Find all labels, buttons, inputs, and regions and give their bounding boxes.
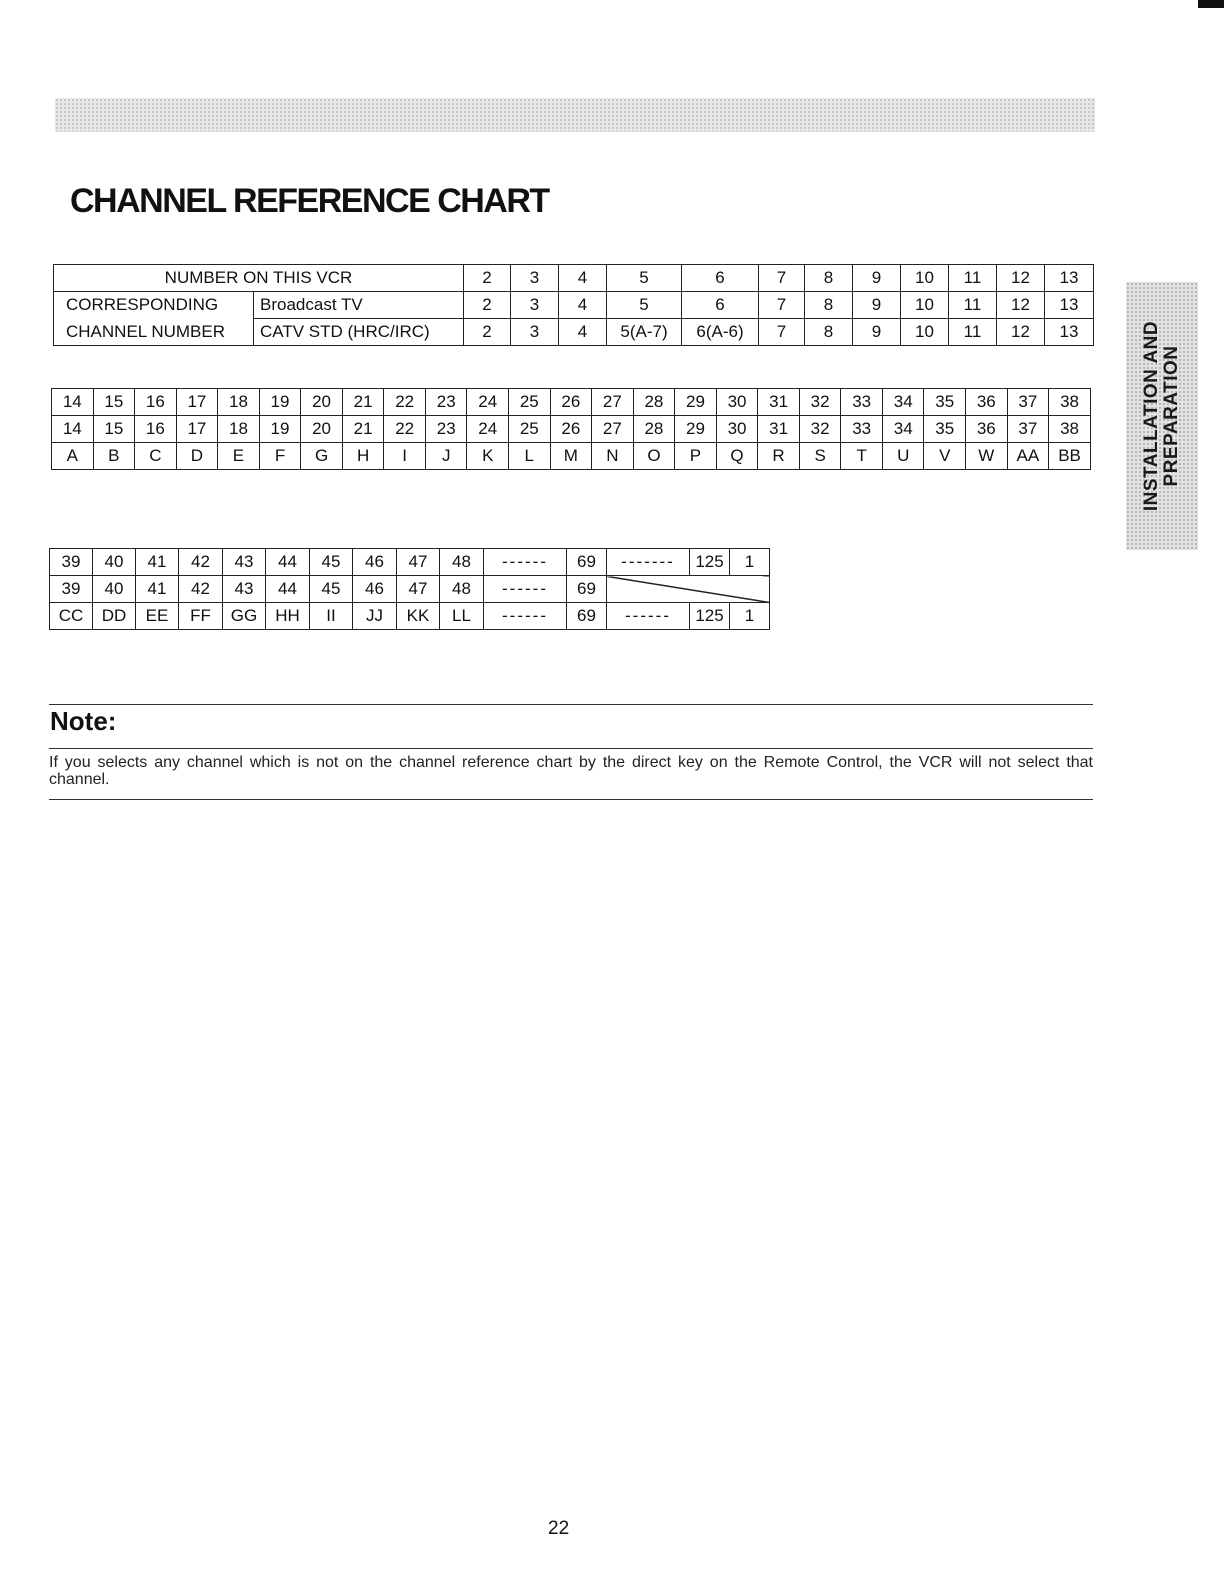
channel-cell: 23 [425,389,467,416]
channel-cell: 34 [882,389,924,416]
channel-cell: 38 [1049,389,1091,416]
catv-std-row [54,319,1094,346]
channel-cell: 9 [853,292,901,319]
channel-cell: 40 [93,549,136,576]
channel-cell: ------- [607,549,690,576]
channel-cell: 42 [179,549,223,576]
channel-cell: 29 [675,389,717,416]
channel-cell: 47 [397,576,440,603]
channel-cell: LL [440,603,484,630]
channel-cell: 35 [924,416,966,443]
channel-cell: II [310,603,353,630]
note-bottom-rule [49,799,1093,800]
header-band [55,98,1095,132]
channel-cell: 3 [511,319,559,346]
channel-cell: B [93,443,135,470]
channel-cell: 7 [759,319,805,346]
channel-cell: 20 [301,416,343,443]
channel-cell: F [259,443,301,470]
channel-cell: 17 [176,389,218,416]
page-title: CHANNEL REFERENCE CHART [70,182,549,220]
catv-std-row [50,603,770,630]
channel-cell: 36 [966,389,1008,416]
channel-cell: 1 [730,549,770,576]
channel-cell: 21 [342,416,384,443]
channel-cell: 12 [997,319,1045,346]
broadcast-tv-row [52,416,1091,443]
note-text: If you selects any channel which is not on the channel reference chart by the direct key on the Remote Control, the VCR will not select that channel. [49,754,1093,788]
channel-cell: 31 [758,389,800,416]
channel-number-label: CHANNEL NUMBER [54,319,254,346]
channel-cell: 28 [633,389,675,416]
corresponding-label: CORRESPONDING [54,292,254,319]
channel-cell: 26 [550,416,592,443]
note-heading: Note: [50,706,117,736]
channel-cell: 69 [567,576,607,603]
channel-cell: 3 [511,292,559,319]
channel-cell: ------ [484,603,567,630]
channel-cell: 43 [223,549,266,576]
channel-cell: 10 [901,319,949,346]
channel-cell: 45 [310,549,353,576]
channel-cell: KK [397,603,440,630]
channel-cell: 9 [853,265,901,292]
channel-cell: 37 [1007,416,1049,443]
channel-cell: 31 [758,416,800,443]
channel-cell: 6(A-6) [682,319,759,346]
channel-cell: 2 [464,265,511,292]
channel-cell: 8 [805,265,853,292]
channel-cell: BB [1049,443,1091,470]
channel-cell: 1 [730,603,770,630]
channel-cell: 125 [690,549,730,576]
channel-cell: 22 [384,389,426,416]
channel-cell: 24 [467,416,509,443]
channel-cell: 39 [50,549,93,576]
channel-cell: 9 [853,319,901,346]
channel-cell: 10 [901,265,949,292]
channel-cell: 48 [440,549,484,576]
channel-cell: W [966,443,1008,470]
channel-cell: 24 [467,389,509,416]
channel-cell: S [799,443,841,470]
channel-cell: 26 [550,389,592,416]
page-number: 22 [548,1518,570,1539]
channel-cell: 32 [799,389,841,416]
channel-cell: HH [266,603,310,630]
channel-cell: 27 [592,416,634,443]
channel-cell: 34 [882,416,924,443]
channel-cell: 19 [259,416,301,443]
channel-cell: Q [716,443,758,470]
channel-cell: 7 [759,265,805,292]
channel-cell: 7 [759,292,805,319]
channel-cell: 46 [353,576,397,603]
channel-cell: 28 [633,416,675,443]
channel-cell: H [342,443,384,470]
channel-cell: J [425,443,467,470]
channel-cell: 29 [675,416,717,443]
channel-cell: 36 [966,416,1008,443]
channel-cell: 27 [592,389,634,416]
channel-cell: G [301,443,343,470]
vcr-number-label: NUMBER ON THIS VCR [54,265,464,292]
channel-cell: O [633,443,675,470]
channel-cell: GG [223,603,266,630]
catv-std-label: CATV STD (HRC/IRC) [254,319,464,346]
channel-cell: M [550,443,592,470]
channel-cell: 3 [511,265,559,292]
vcr-number-row [54,265,1094,292]
channel-cell: 13 [1045,265,1094,292]
catv-std-row [52,443,1091,470]
broadcast-tv-row [54,292,1094,319]
channel-cell: EE [136,603,179,630]
channel-cell: 21 [342,389,384,416]
channel-cell: 46 [353,549,397,576]
channel-cell: 37 [1007,389,1049,416]
channel-cell: 20 [301,389,343,416]
channel-cell: C [135,443,177,470]
channel-cell: 6 [682,265,759,292]
channel-cell: 11 [949,292,997,319]
channel-cell: 30 [716,389,758,416]
channel-cell: 39 [50,576,93,603]
channel-cell: 8 [805,319,853,346]
corner-mark [1198,0,1224,8]
channel-cell: T [841,443,883,470]
channel-table-2 [51,388,1091,470]
channel-cell: 23 [425,416,467,443]
channel-cell: D [176,443,218,470]
channel-cell: 18 [218,389,260,416]
channel-cell: 38 [1049,416,1091,443]
vcr-number-row [52,389,1091,416]
channel-cell: 22 [384,416,426,443]
channel-table-1 [53,264,1094,346]
channel-cell: 69 [567,603,607,630]
broadcast-tv-label: Broadcast TV [254,292,464,319]
channel-cell: ------ [484,549,567,576]
channel-cell: 33 [841,416,883,443]
channel-cell: 43 [223,576,266,603]
channel-cell: 14 [52,416,94,443]
channel-cell: ------ [607,603,690,630]
channel-cell: FF [179,603,223,630]
channel-cell: 16 [135,416,177,443]
channel-cell: 4 [559,265,607,292]
channel-cell: 45 [310,576,353,603]
channel-cell: P [675,443,717,470]
channel-table-3 [49,548,770,630]
channel-cell: 2 [464,292,511,319]
channel-cell: 32 [799,416,841,443]
channel-cell: AA [1007,443,1049,470]
channel-cell: 6 [682,292,759,319]
channel-cell: 40 [93,576,136,603]
channel-cell: A [52,443,94,470]
channel-cell: R [758,443,800,470]
channel-cell: 30 [716,416,758,443]
channel-cell: 13 [1045,292,1094,319]
channel-cell: 8 [805,292,853,319]
channel-cell: 25 [509,389,551,416]
channel-cell: JJ [353,603,397,630]
channel-cell: 11 [949,265,997,292]
channel-cell: 125 [690,603,730,630]
channel-cell: U [882,443,924,470]
channel-cell: 19 [259,389,301,416]
channel-cell: 11 [949,319,997,346]
channel-cell: 12 [997,292,1045,319]
channel-cell: 69 [567,549,607,576]
note-heading-rule [49,748,1093,749]
note-top-rule [49,704,1093,705]
channel-cell: 5 [607,265,682,292]
channel-cell: 4 [559,319,607,346]
channel-cell: 44 [266,549,310,576]
channel-cell: DD [93,603,136,630]
side-tab-line1: INSTALLATION AND [1141,320,1162,512]
channel-cell: K [467,443,509,470]
side-tab-line2: PREPARATION [1161,345,1182,487]
channel-cell: 33 [841,389,883,416]
channel-cell: CC [50,603,93,630]
channel-cell: 2 [464,319,511,346]
channel-cell: 16 [135,389,177,416]
channel-cell: 15 [93,389,135,416]
broadcast-tv-row [50,576,770,603]
channel-cell: 42 [179,576,223,603]
channel-cell: 48 [440,576,484,603]
channel-cell: 12 [997,265,1045,292]
channel-cell: 4 [559,292,607,319]
channel-cell: 25 [509,416,551,443]
not-applicable-cell [607,576,770,603]
channel-cell: 10 [901,292,949,319]
channel-cell: E [218,443,260,470]
channel-cell: 41 [136,549,179,576]
channel-cell: L [509,443,551,470]
channel-cell: 13 [1045,319,1094,346]
channel-cell: 47 [397,549,440,576]
section-side-tab [1126,282,1198,550]
channel-cell: 35 [924,389,966,416]
channel-cell: 14 [52,389,94,416]
channel-cell: 18 [218,416,260,443]
channel-cell: 17 [176,416,218,443]
side-tab-text [1142,321,1182,511]
channel-cell: N [592,443,634,470]
channel-cell: 41 [136,576,179,603]
channel-cell: 5(A-7) [607,319,682,346]
channel-cell: 15 [93,416,135,443]
channel-cell: 44 [266,576,310,603]
channel-cell: 5 [607,292,682,319]
channel-cell: V [924,443,966,470]
vcr-number-row [50,549,770,576]
channel-cell: ------ [484,576,567,603]
channel-cell: I [384,443,426,470]
